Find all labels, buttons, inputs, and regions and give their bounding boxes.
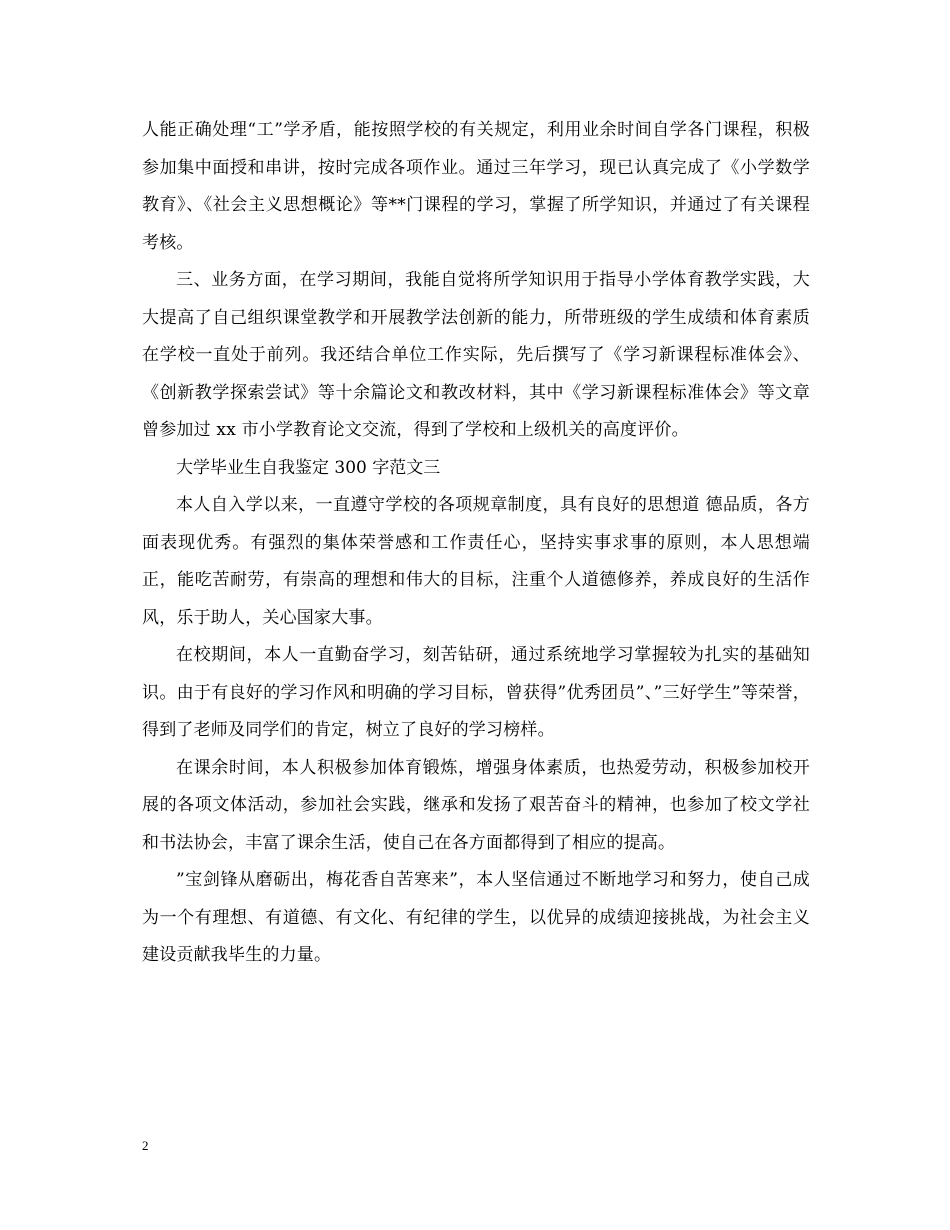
page-number: 2 xyxy=(142,1138,149,1153)
paragraph-school-period: 在校期间，本人一直勤奋学习，刻苦钻研，通过系统地学习掌握较为扎实的基础知识。由于有良好的学习作风和明确的学习目标，曾获得”优秀团员”、”三好学生”等荣誉，得到了老师及同学们的肯定，树立了良好的学习榜样。 xyxy=(142,645,810,740)
paragraph-conduct: 本人自入学以来，一直遵守学校的各项规章制度，具有良好的思想道 德品质，各方面表现优秀。有强烈的集体荣誉感和工作责任心，坚持实事求事的原则，本人思想端正，能吃苦耐劳，有崇高的理想和伟大的目标，注重个人道德修养，养成良好的生活作风，乐于助人，关心国家大事。 xyxy=(142,495,810,628)
paragraph-business: 三、业务方面，在学习期间，我能自觉将所学知识用于指导小学体育教学实践，大大提高了自己组织课堂教学和开展教学法创新的能力，所带班级的学生成绩和体育素质在学校一直处于前列。我还结合单位工作实际，先后撰写了《学习新课程标准体会》、《创新教学探索尝试》等十余篇论文和教改材料，其中《学习新课程标准体会》等文章曾参加过 xx 市小学教育论文交流，得到了学校和上级机关的高度评价。 xyxy=(142,270,810,440)
document-body xyxy=(142,112,810,975)
paragraph-spare-time: 在课余时间，本人积极参加体育锻炼，增强身体素质，也热爱劳动，积极参加校开展的各项文体活动，参加社会实践，继承和发扬了艰苦奋斗的精神，也参加了校文学社和书法协会，丰富了课余生活，使自己在各方面都得到了相应的提高。 xyxy=(142,757,810,853)
paragraph-conclusion: ”宝剑锋从磨砺出，梅花香自苦寒来”，本人坚信通过不断地学习和努力，使自己成为一个有理想、有道德、有文化、有纪律的学生，以优异的成绩迎接挑战，为社会主义建设贡献我毕生的力量。 xyxy=(142,870,810,965)
section-heading: 大学毕业生自我鉴定 300 字范文三 xyxy=(176,457,441,478)
paragraph-study: 人能正确处理“工”学矛盾，能按照学校的有关规定，利用业余时间自学各门课程，积极参加集中面授和串讲，按时完成各项作业。通过三年学习，现已认真完成了《小学数学教育》、《社会主义思想概论》等**门课程的学习，掌握了所学知识，并通过了有关课程考核。 xyxy=(142,120,810,253)
